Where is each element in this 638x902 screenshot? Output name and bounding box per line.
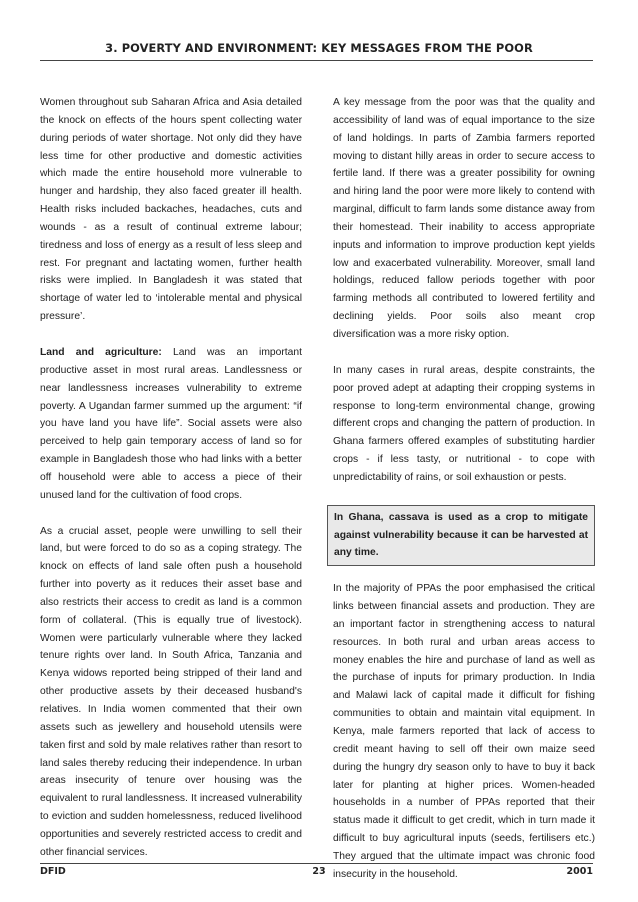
right-column — [333, 94, 595, 902]
footer-rule — [40, 863, 593, 864]
paragraph-land-sale: As a crucial asset, people were unwilling to sell their land, but were forced to do so as a coping strategy. The knock on effects of land sale often push a household further into poverty as it reduces their asset base and also restricts their access to credit as land is a common form of collateral. (This is equally true of livestock). Women were particularly vulnerable where they lacked tenure rights over land. In South Africa, Tanzania and Kenya widows reported being stripped of their land and other productive assets by their deceased husband's relatives. In India women commented that their own assets such as jewellery and household utensils were taken first and sold by male relatives rather than resort to land sales thereby reducing their independence. In urban areas insecurity of tenure over housing was the equivalent to rural landlessness. It increased vulnerability to eviction and sudden homelessness, reduced livelihood opportunities and severely restricted access to credit and other financial services. — [40, 525, 302, 858]
page-header-title: 3. POVERTY AND ENVIRONMENT: KEY MESSAGES FROM THE POOR — [105, 41, 533, 55]
header-rule — [40, 60, 593, 61]
footer-publisher: DFID — [40, 866, 66, 877]
section-lead-land-agriculture: Land and agriculture: — [40, 346, 162, 358]
paragraph-cropping-systems: In many cases in rural areas, despite constraints, the poor proved adept at adapting their cropping systems in response to long-term environmental change, growing different crops and changing the pattern of production. In Ghana farmers offered examples of substituting hardier crops - if less tasty, or nutritional - to cope with unpredictability of rains, or soil exhaustion or pests. — [333, 364, 595, 483]
paragraph-land-agriculture — [40, 344, 302, 505]
callout-box-cassava: In Ghana, cassava is used as a crop to mitigate against vulnerability because it can be harvested at any time. — [327, 505, 595, 567]
paragraph-land-agriculture-text: Land was an important productive asset in most rural areas. Landlessness or near landlessness increases vulnerability to extreme poverty. A Ugandan farmer summed up the argument: “if you have land you have life”. Social assets were also perceived to help gain temporary access of land so for example in Bangladesh those who had links with a better off household were able to access a piece of their unused land for the cultivation of food crops. — [40, 346, 302, 501]
paragraph-land-quality: A key message from the poor was that the quality and accessibility of land was of equal importance to the size of land holdings. In parts of Zambia farmers reported moving to distant hilly areas in order to secure access to fertile land. If there was a greater possibility for owning and hiring land the poor were more likely to contend with marginal, difficult to farm lands some distance away from their homestead. Their inability to access appropriate inputs and information to improve production kept yields low and exacerbated vulnerability. Moreover, small land holdings, reduced fallow periods together with poor farming methods all contributed to lowered fertility and declining yields. Poor soils also meant crop diversification was a more risky option. — [333, 97, 595, 340]
left-column — [40, 94, 302, 880]
paragraph-financial-assets: In the majority of PPAs the poor emphasised the critical links between financial assets and production. They are an important factor in strengthening access to natural resources. In both rural and urban areas access to money enables the hire and purchase of land as well as the purchase of inputs for primary production. In India and Malawi lack of capital made it difficult for fishing communities to obtain and maintain vital equipment. In Kenya, male farmers reported that lack of access to credit meant having to sell off their own maize seed during the hungry dry season only to have to buy it back later for planting at higher prices. Women-headed households in a number of PPAs reported that their status made it difficult to get credit, which in turn made it difficult to buy agricultural inputs (seeds, fertilisers etc.) They argued that the ultimate impact was chronic food insecurity in the household. — [333, 583, 595, 880]
paragraph-water-shortage: Women throughout sub Saharan Africa and Asia detailed the knock on effects of the hours spent collecting water during periods of water shortage. Not only did they have less time for other productive and domestic activities which made the entire household more vulnerable to hunger and hardship, they also faced greater ill health. Health risks included backaches, headaches, cuts and wounds - as a result of continual extreme labour; tiredness and loss of energy as a result of less sleep and rest. For pregnant and lactating women, further health risks were implied. In Bangladesh it was stated that shortage of water led to ‘intolerable mental and physical pressure’. — [40, 97, 302, 323]
footer-year: 2001 — [566, 866, 593, 877]
footer-page-number: 23 — [312, 866, 326, 877]
